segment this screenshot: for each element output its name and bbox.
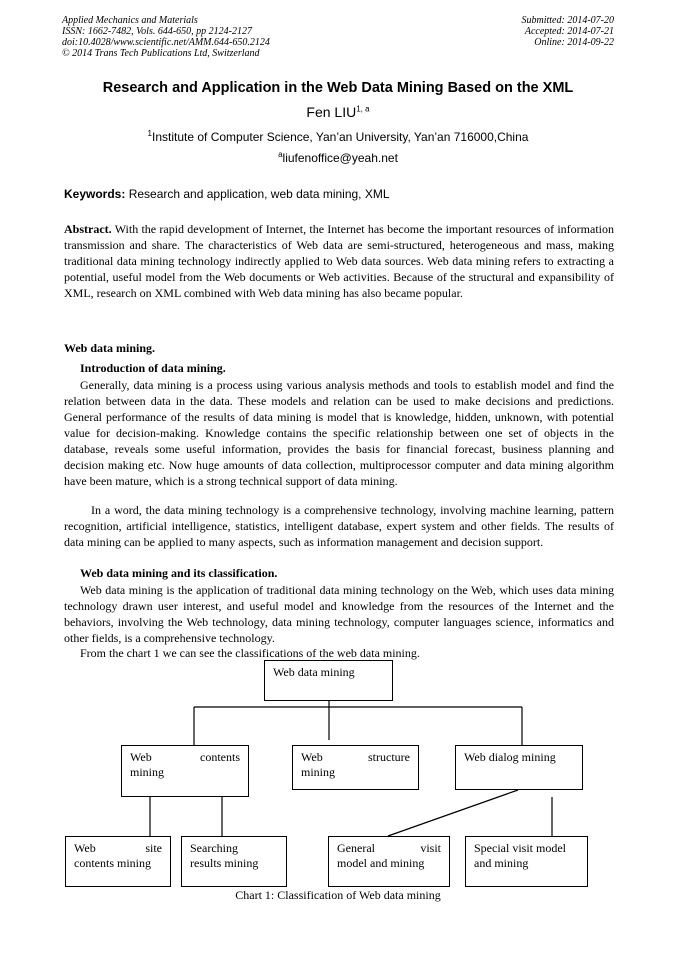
paragraph-intro-1: Generally, data mining is a process using various analysis methods and tools to establish model and find the relation between data in the data. These models and relation can be used to make decisions and predictions. General performance of the results of data mining is model that is knowledge, hidden, unknown, with potential value for decision-making. Knowledge contains the specific relationship between one set of objects in the database, reveals some useful information, provides the basis for financial forecast, business planning and decision making etc. Now huge amounts of data collection, multiprocessor computer and data mining algorithm have been mature, which is a strong technical support of data mining. bbox=[64, 378, 614, 488]
email-sup: a bbox=[278, 150, 283, 159]
node-web-contents-mining bbox=[121, 745, 249, 797]
submitted-date: Submitted: 2014-07-20 bbox=[521, 15, 614, 26]
connector-dialog-general bbox=[388, 790, 518, 836]
node-line: Searching bbox=[190, 841, 238, 855]
node-web-structure-mining bbox=[292, 745, 419, 790]
node-word: site bbox=[145, 841, 162, 855]
online-date: Online: 2014-09-22 bbox=[534, 37, 614, 48]
keywords-label: Keywords: bbox=[64, 187, 126, 201]
journal-copyright: © 2014 Trans Tech Publications Ltd, Switzerland bbox=[62, 48, 260, 59]
affiliation-sup: 1 bbox=[147, 129, 152, 138]
node-word: mining bbox=[130, 765, 165, 779]
node-special-visit-model bbox=[465, 836, 588, 887]
node-label: Web data mining bbox=[273, 665, 355, 679]
author-sup: 1, a bbox=[356, 104, 370, 114]
node-word: structure bbox=[368, 750, 410, 764]
accepted-date: Accepted: 2014-07-21 bbox=[524, 26, 614, 37]
abstract-text: With the rapid development of Internet, the Internet has become the important resources of information transmission and share. The characteristics of Web data are semi-structured, heterogeneous and mass, making traditional data mining technology indirectly applied to Web data sources. Web data mining refers to extracting a potential, useful model from the Web documents or Web activities. Because of the structural and expansibility of XML, research on XML combined with Web data mining has also became popular. bbox=[64, 222, 614, 300]
node-line bbox=[130, 750, 240, 765]
node-word: mining bbox=[301, 765, 336, 779]
node-word: contents mining bbox=[74, 856, 151, 870]
node-general-visit-model bbox=[328, 836, 450, 887]
node-line: results mining bbox=[190, 856, 259, 870]
abstract-label: Abstract. bbox=[64, 222, 112, 236]
affiliation-text: Institute of Computer Science, Yan’an University, Yan’an 716000,China bbox=[152, 130, 529, 144]
paragraph-web-1: Web data mining is the application of traditional data mining technology on the Web, which uses data mining technology drawn user interest, and useful model and knowledge from the resources of the Internet and the behaviors, involving the Web technology, data mining technology, computer languages science, informatics and other fields, is a comprehensive technology. bbox=[64, 583, 614, 645]
section-heading: Web data mining. bbox=[64, 341, 156, 355]
node-label: Web dialog mining bbox=[464, 750, 556, 764]
node-word: Web bbox=[130, 750, 152, 764]
node-web-dialog-mining bbox=[455, 745, 583, 790]
email-text: liufenoffice@yeah.net bbox=[282, 151, 398, 165]
node-word: Web bbox=[301, 750, 323, 764]
chart-caption: Chart 1: Classification of Web data mining bbox=[235, 888, 441, 902]
node-web-data-mining bbox=[264, 660, 393, 701]
node-word: model and mining bbox=[337, 856, 425, 870]
node-word: General bbox=[337, 841, 375, 855]
node-line bbox=[337, 841, 441, 856]
journal-issn: ISSN: 1662-7482, Vols. 644-650, pp 2124-2127 bbox=[62, 26, 252, 37]
paragraph-web-2: From the chart 1 we can see the classifications of the web data mining. bbox=[80, 646, 420, 660]
author-name: Fen LIU bbox=[306, 104, 357, 120]
subsection-heading-intro: Introduction of data mining. bbox=[80, 361, 226, 375]
subsection-heading-web: Web data mining and its classification. bbox=[80, 566, 278, 580]
keywords-text: Research and application, web data mining, XML bbox=[125, 187, 390, 201]
node-web-site-contents-mining bbox=[65, 836, 171, 887]
journal-name: Applied Mechanics and Materials bbox=[62, 15, 198, 26]
node-line: Special visit model bbox=[474, 841, 566, 855]
node-line: and mining bbox=[474, 856, 529, 870]
paragraph-intro-2: In a word, the data mining technology is a comprehensive technology, involving machine learning, pattern recognition, artificial intelligence, statistics, intelligent database, expert system and other fields. The results of data mining can be applied to many aspects, such as information management and decision support. bbox=[64, 503, 614, 549]
paper-title: Research and Application in the Web Data Mining Based on the XML bbox=[102, 80, 574, 96]
node-line bbox=[301, 750, 410, 765]
node-word: Web bbox=[74, 841, 96, 855]
node-word: contents bbox=[200, 750, 240, 764]
node-word: visit bbox=[420, 841, 441, 855]
node-line bbox=[74, 841, 162, 856]
journal-doi: doi:10.4028/www.scientific.net/AMM.644-650.2124 bbox=[62, 37, 270, 48]
node-searching-results-mining bbox=[181, 836, 287, 887]
